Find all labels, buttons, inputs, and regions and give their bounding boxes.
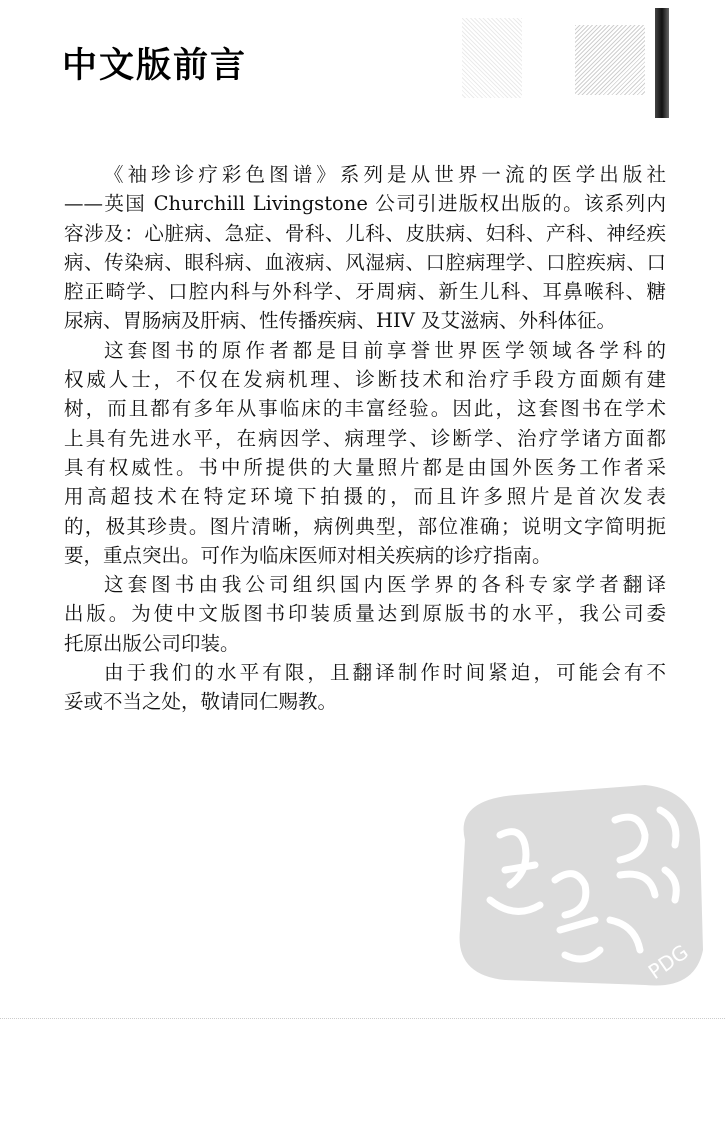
paragraph-line: 容涉及：心脏病、急症、骨科、儿科、皮肤病、妇科、产科、神经疾	[64, 221, 666, 245]
watermark-text: PDG	[643, 939, 693, 984]
paragraph-line: ——英国 Churchill Livingstone 公司引进版权出版的。该系列内	[64, 192, 666, 216]
paragraph-line: 妥或不当之处，敬请同仁赐教。	[64, 690, 338, 714]
paragraph-line: 用高超技术在特定环境下拍摄的，而且许多照片是首次发表	[64, 485, 666, 509]
scan-noise	[462, 18, 522, 98]
paragraph-line: 这套图书由我公司组织国内医学界的各科专家学者翻译	[104, 573, 666, 597]
paragraph-line: 由于我们的水平有限，且翻译制作时间紧迫，可能会有不	[104, 661, 666, 685]
paragraph-line: 要，重点突出。可作为临床医师对相关疾病的诊疗指南。	[64, 543, 552, 567]
scan-noise	[575, 25, 645, 95]
paragraph-line: 权威人士，不仅在发病机理、诊断技术和治疗手段方面颇有建	[64, 368, 666, 392]
paragraph-line: 具有权威性。书中所提供的大量照片都是由国外医务工作者采	[64, 455, 666, 479]
paragraph-line: 《袖珍诊疗彩色图谱》系列是从世界一流的医学出版社	[104, 163, 666, 186]
page-edge-mark	[655, 8, 669, 118]
page-title: 中文版前言	[62, 46, 248, 86]
paragraph-line: 的，极其珍贵。图片清晰，病例典型，部位准确；说明文字简明扼	[64, 514, 666, 538]
paragraph-line: 上具有先进水平，在病因学、病理学、诊断学、治疗学诸方面都	[64, 426, 666, 450]
paragraph-line: 这套图书的原作者都是目前享誉世界医学领域各学科的	[104, 338, 666, 362]
paragraph-line: 出版。为使中文版图书印装质量达到原版书的水平，我公司委	[64, 602, 666, 626]
watermark-seal-icon	[445, 780, 710, 995]
scan-footer-noise	[0, 1018, 725, 1023]
paragraph-line: 腔正畸学、口腔内科与外科学、牙周病、新生儿科、耳鼻喉科、糖	[64, 280, 666, 304]
preface-body	[64, 160, 666, 717]
paragraph-line: 尿病、胃肠病及肝病、性传播疾病、HIV 及艾滋病、外科体征。	[64, 309, 616, 333]
paragraph-line: 树，而且都有多年从事临床的丰富经验。因此，这套图书在学术	[64, 397, 666, 421]
paragraph-line: 病、传染病、眼科病、血液病、风湿病、口腔病理学、口腔疾病、口	[64, 250, 666, 274]
paragraph-line: 托原出版公司印装。	[64, 631, 240, 655]
